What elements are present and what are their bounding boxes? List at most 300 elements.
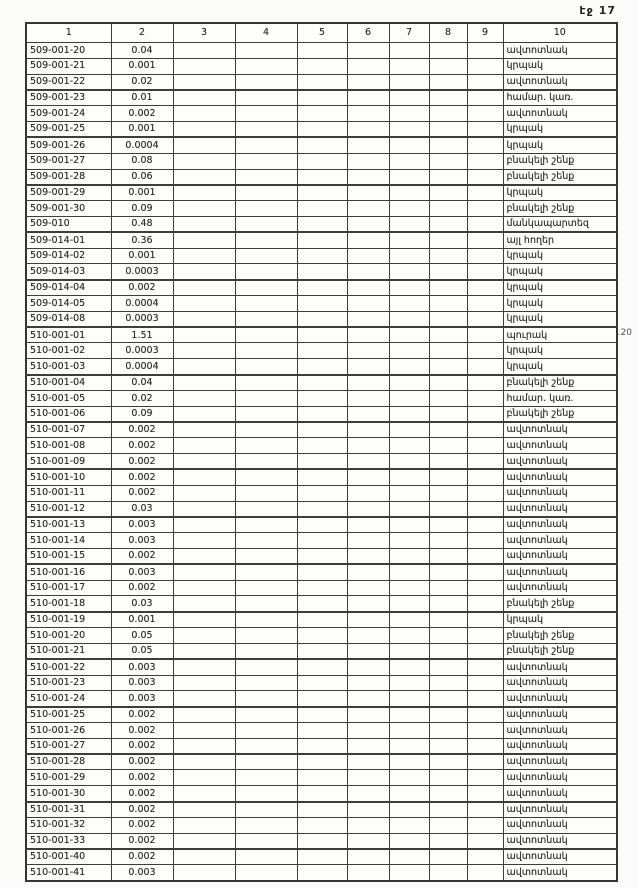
table-header bbox=[26, 23, 617, 43]
empty-cell bbox=[429, 106, 467, 122]
empty-cell bbox=[467, 849, 503, 865]
empty-cell bbox=[347, 106, 389, 122]
empty-cell bbox=[429, 802, 467, 818]
column-header-8: 8 bbox=[429, 23, 467, 43]
table-row bbox=[26, 280, 617, 296]
empty-cell bbox=[297, 738, 347, 754]
parcel-code-cell: 509-001-26 bbox=[26, 137, 111, 153]
area-value-cell: 0.002 bbox=[111, 833, 173, 849]
empty-cell bbox=[297, 422, 347, 438]
land-use-name-cell: այլ հողեր bbox=[503, 232, 617, 248]
empty-cell bbox=[297, 122, 347, 138]
area-value-cell: 0.05 bbox=[111, 628, 173, 644]
empty-cell bbox=[389, 549, 429, 565]
empty-cell bbox=[235, 485, 297, 501]
empty-cell bbox=[429, 770, 467, 786]
empty-cell bbox=[467, 390, 503, 406]
empty-cell bbox=[389, 754, 429, 770]
parcel-code-cell: 509-001-21 bbox=[26, 58, 111, 74]
empty-cell bbox=[467, 169, 503, 185]
empty-cell bbox=[173, 248, 235, 264]
empty-cell bbox=[389, 122, 429, 138]
area-value-cell: 0.0004 bbox=[111, 359, 173, 375]
empty-cell bbox=[173, 90, 235, 106]
empty-cell bbox=[173, 169, 235, 185]
empty-cell bbox=[467, 643, 503, 659]
area-value-cell: 0.002 bbox=[111, 580, 173, 596]
area-value-cell: 0.002 bbox=[111, 786, 173, 802]
area-value-cell: 0.002 bbox=[111, 754, 173, 770]
column-header-4: 4 bbox=[235, 23, 297, 43]
area-value-cell: 0.03 bbox=[111, 596, 173, 612]
empty-cell bbox=[235, 817, 297, 833]
column-header-3: 3 bbox=[173, 23, 235, 43]
table-row bbox=[26, 754, 617, 770]
land-use-name-cell: ավտոտնակ bbox=[503, 707, 617, 723]
empty-cell bbox=[347, 359, 389, 375]
area-value-cell: 0.001 bbox=[111, 185, 173, 201]
empty-cell bbox=[467, 201, 503, 217]
empty-cell bbox=[389, 770, 429, 786]
page-number: էջ 17 bbox=[579, 4, 616, 17]
table-row bbox=[26, 216, 617, 232]
land-use-name-cell: ավտոտնակ bbox=[503, 786, 617, 802]
empty-cell bbox=[235, 201, 297, 217]
empty-cell bbox=[347, 280, 389, 296]
parcel-code-cell: 510-001-40 bbox=[26, 849, 111, 865]
empty-cell bbox=[347, 485, 389, 501]
area-value-cell: 0.002 bbox=[111, 722, 173, 738]
parcel-code-cell: 509-014-08 bbox=[26, 311, 111, 327]
empty-cell bbox=[173, 549, 235, 565]
empty-cell bbox=[347, 327, 389, 343]
empty-cell bbox=[347, 74, 389, 90]
empty-cell bbox=[389, 454, 429, 470]
empty-cell bbox=[347, 248, 389, 264]
parcel-code-cell: 510-001-28 bbox=[26, 754, 111, 770]
empty-cell bbox=[429, 707, 467, 723]
empty-cell bbox=[429, 43, 467, 59]
empty-cell bbox=[467, 628, 503, 644]
empty-cell bbox=[389, 786, 429, 802]
parcel-code-cell: 510-001-10 bbox=[26, 469, 111, 485]
empty-cell bbox=[429, 612, 467, 628]
land-use-name-cell: ավտոտնակ bbox=[503, 770, 617, 786]
empty-cell bbox=[347, 137, 389, 153]
area-value-cell: 0.001 bbox=[111, 612, 173, 628]
empty-cell bbox=[467, 106, 503, 122]
empty-cell bbox=[235, 359, 297, 375]
empty-cell bbox=[389, 390, 429, 406]
parcel-code-cell: 510-001-05 bbox=[26, 390, 111, 406]
empty-cell bbox=[347, 406, 389, 422]
table-row bbox=[26, 643, 617, 659]
table-row bbox=[26, 311, 617, 327]
land-use-name-cell: ավտոտնակ bbox=[503, 833, 617, 849]
empty-cell bbox=[173, 659, 235, 675]
empty-cell bbox=[347, 296, 389, 312]
land-use-name-cell: բնակելի շենք bbox=[503, 201, 617, 217]
empty-cell bbox=[173, 722, 235, 738]
empty-cell bbox=[389, 833, 429, 849]
empty-cell bbox=[235, 390, 297, 406]
empty-cell bbox=[173, 232, 235, 248]
empty-cell bbox=[297, 770, 347, 786]
empty-cell bbox=[429, 406, 467, 422]
table-row bbox=[26, 406, 617, 422]
table-row bbox=[26, 296, 617, 312]
table-row bbox=[26, 90, 617, 106]
empty-cell bbox=[389, 533, 429, 549]
empty-cell bbox=[347, 802, 389, 818]
empty-cell bbox=[235, 707, 297, 723]
parcel-code-cell: 510-001-09 bbox=[26, 454, 111, 470]
land-use-name-cell: ավտոտնակ bbox=[503, 817, 617, 833]
empty-cell bbox=[347, 169, 389, 185]
empty-cell bbox=[389, 596, 429, 612]
table-row bbox=[26, 612, 617, 628]
empty-cell bbox=[173, 533, 235, 549]
empty-cell bbox=[173, 422, 235, 438]
table-row bbox=[26, 738, 617, 754]
table-row bbox=[26, 43, 617, 59]
empty-cell bbox=[173, 817, 235, 833]
table-row bbox=[26, 375, 617, 391]
empty-cell bbox=[297, 549, 347, 565]
area-value-cell: 0.09 bbox=[111, 406, 173, 422]
empty-cell bbox=[173, 264, 235, 280]
area-value-cell: 0.08 bbox=[111, 153, 173, 169]
area-value-cell: 0.0004 bbox=[111, 137, 173, 153]
area-value-cell: 0.002 bbox=[111, 106, 173, 122]
area-value-cell: 0.48 bbox=[111, 216, 173, 232]
empty-cell bbox=[297, 90, 347, 106]
empty-cell bbox=[235, 564, 297, 580]
empty-cell bbox=[235, 833, 297, 849]
empty-cell bbox=[235, 74, 297, 90]
area-value-cell: 0.001 bbox=[111, 122, 173, 138]
area-value-cell: 0.06 bbox=[111, 169, 173, 185]
parcel-code-cell: 510-001-07 bbox=[26, 422, 111, 438]
empty-cell bbox=[297, 58, 347, 74]
empty-cell bbox=[429, 137, 467, 153]
empty-cell bbox=[389, 438, 429, 454]
empty-cell bbox=[429, 422, 467, 438]
empty-cell bbox=[173, 153, 235, 169]
parcel-code-cell: 509-001-20 bbox=[26, 43, 111, 59]
land-use-name-cell: ավտոտնակ bbox=[503, 438, 617, 454]
parcel-code-cell: 509-001-23 bbox=[26, 90, 111, 106]
empty-cell bbox=[235, 153, 297, 169]
empty-cell bbox=[347, 201, 389, 217]
parcel-code-cell: 510-001-41 bbox=[26, 865, 111, 881]
land-use-name-cell: ավտոտնակ bbox=[503, 106, 617, 122]
empty-cell bbox=[467, 659, 503, 675]
empty-cell bbox=[467, 770, 503, 786]
area-value-cell: 0.002 bbox=[111, 454, 173, 470]
land-use-name-cell: ավտոտնակ bbox=[503, 675, 617, 691]
land-use-name-cell: կրպակ bbox=[503, 122, 617, 138]
parcel-code-cell: 510-001-03 bbox=[26, 359, 111, 375]
empty-cell bbox=[235, 786, 297, 802]
empty-cell bbox=[297, 786, 347, 802]
empty-cell bbox=[389, 707, 429, 723]
empty-cell bbox=[297, 454, 347, 470]
land-use-name-cell: ավտոտնակ bbox=[503, 469, 617, 485]
empty-cell bbox=[297, 469, 347, 485]
empty-cell bbox=[235, 469, 297, 485]
empty-cell bbox=[235, 343, 297, 359]
empty-cell bbox=[173, 564, 235, 580]
empty-cell bbox=[429, 533, 467, 549]
empty-cell bbox=[389, 675, 429, 691]
empty-cell bbox=[467, 817, 503, 833]
empty-cell bbox=[467, 406, 503, 422]
empty-cell bbox=[347, 754, 389, 770]
parcel-code-cell: 510-001-31 bbox=[26, 802, 111, 818]
empty-cell bbox=[173, 58, 235, 74]
empty-cell bbox=[235, 612, 297, 628]
empty-cell bbox=[429, 248, 467, 264]
parcel-code-cell: 509-014-03 bbox=[26, 264, 111, 280]
empty-cell bbox=[297, 754, 347, 770]
table-row bbox=[26, 501, 617, 517]
area-value-cell: 0.002 bbox=[111, 707, 173, 723]
empty-cell bbox=[347, 833, 389, 849]
empty-cell bbox=[235, 375, 297, 391]
area-value-cell: 0.002 bbox=[111, 770, 173, 786]
empty-cell bbox=[389, 738, 429, 754]
empty-cell bbox=[467, 691, 503, 707]
table-row bbox=[26, 596, 617, 612]
empty-cell bbox=[173, 612, 235, 628]
empty-cell bbox=[235, 501, 297, 517]
empty-cell bbox=[429, 216, 467, 232]
empty-cell bbox=[235, 454, 297, 470]
empty-cell bbox=[297, 327, 347, 343]
empty-cell bbox=[235, 58, 297, 74]
empty-cell bbox=[429, 359, 467, 375]
empty-cell bbox=[173, 786, 235, 802]
land-use-name-cell: համար. կառ. bbox=[503, 90, 617, 106]
empty-cell bbox=[297, 359, 347, 375]
empty-cell bbox=[173, 691, 235, 707]
empty-cell bbox=[467, 596, 503, 612]
area-value-cell: 0.002 bbox=[111, 549, 173, 565]
empty-cell bbox=[467, 438, 503, 454]
land-use-name-cell: կրպակ bbox=[503, 296, 617, 312]
area-value-cell: 0.0004 bbox=[111, 296, 173, 312]
empty-cell bbox=[173, 517, 235, 533]
land-use-name-cell: ավտոտնակ bbox=[503, 738, 617, 754]
empty-cell bbox=[297, 849, 347, 865]
empty-cell bbox=[235, 232, 297, 248]
empty-cell bbox=[347, 375, 389, 391]
table-body bbox=[26, 43, 617, 882]
parcel-code-cell: 509-001-27 bbox=[26, 153, 111, 169]
land-use-name-cell: ավտոտնակ bbox=[503, 422, 617, 438]
area-value-cell: 1.51 bbox=[111, 327, 173, 343]
empty-cell bbox=[297, 185, 347, 201]
area-value-cell: 0.0003 bbox=[111, 264, 173, 280]
table-row bbox=[26, 691, 617, 707]
empty-cell bbox=[297, 201, 347, 217]
land-use-name-cell: կրպակ bbox=[503, 280, 617, 296]
empty-cell bbox=[347, 311, 389, 327]
empty-cell bbox=[173, 802, 235, 818]
empty-cell bbox=[297, 659, 347, 675]
empty-cell bbox=[467, 675, 503, 691]
parcel-code-cell: 510-001-29 bbox=[26, 770, 111, 786]
empty-cell bbox=[389, 43, 429, 59]
area-value-cell: 0.002 bbox=[111, 485, 173, 501]
empty-cell bbox=[297, 74, 347, 90]
parcel-code-cell: 510-001-13 bbox=[26, 517, 111, 533]
empty-cell bbox=[235, 865, 297, 881]
empty-cell bbox=[235, 106, 297, 122]
empty-cell bbox=[173, 754, 235, 770]
area-value-cell: 0.003 bbox=[111, 564, 173, 580]
empty-cell bbox=[173, 185, 235, 201]
empty-cell bbox=[173, 406, 235, 422]
empty-cell bbox=[389, 201, 429, 217]
empty-cell bbox=[297, 153, 347, 169]
table-row bbox=[26, 517, 617, 533]
empty-cell bbox=[347, 786, 389, 802]
empty-cell bbox=[347, 580, 389, 596]
table-row bbox=[26, 422, 617, 438]
parcel-code-cell: 510-001-26 bbox=[26, 722, 111, 738]
land-use-name-cell: ավտոտնակ bbox=[503, 517, 617, 533]
land-use-name-cell: բնակելի շենք bbox=[503, 406, 617, 422]
empty-cell bbox=[297, 596, 347, 612]
land-use-name-cell: ավտոտնակ bbox=[503, 501, 617, 517]
empty-cell bbox=[467, 58, 503, 74]
empty-cell bbox=[347, 501, 389, 517]
empty-cell bbox=[389, 280, 429, 296]
empty-cell bbox=[235, 802, 297, 818]
parcel-code-cell: 510-001-01 bbox=[26, 327, 111, 343]
empty-cell bbox=[173, 675, 235, 691]
parcel-code-cell: 509-001-28 bbox=[26, 169, 111, 185]
area-value-cell: 0.0003 bbox=[111, 311, 173, 327]
empty-cell bbox=[347, 738, 389, 754]
table-row bbox=[26, 549, 617, 565]
parcel-code-cell: 510-001-21 bbox=[26, 643, 111, 659]
parcel-code-cell: 510-001-04 bbox=[26, 375, 111, 391]
parcel-code-cell: 510-001-08 bbox=[26, 438, 111, 454]
empty-cell bbox=[389, 343, 429, 359]
empty-cell bbox=[173, 106, 235, 122]
empty-cell bbox=[467, 248, 503, 264]
parcel-code-cell: 510-001-18 bbox=[26, 596, 111, 612]
empty-cell bbox=[173, 375, 235, 391]
empty-cell bbox=[389, 469, 429, 485]
empty-cell bbox=[347, 264, 389, 280]
empty-cell bbox=[347, 691, 389, 707]
parcel-code-cell: 510-001-02 bbox=[26, 343, 111, 359]
empty-cell bbox=[389, 359, 429, 375]
table-row bbox=[26, 343, 617, 359]
table-row bbox=[26, 359, 617, 375]
area-value-cell: 0.09 bbox=[111, 201, 173, 217]
empty-cell bbox=[173, 327, 235, 343]
empty-cell bbox=[467, 564, 503, 580]
land-use-name-cell: բնակելի շենք bbox=[503, 628, 617, 644]
empty-cell bbox=[389, 264, 429, 280]
table-row bbox=[26, 485, 617, 501]
empty-cell bbox=[347, 58, 389, 74]
empty-cell bbox=[297, 280, 347, 296]
empty-cell bbox=[467, 722, 503, 738]
empty-cell bbox=[173, 74, 235, 90]
empty-cell bbox=[389, 169, 429, 185]
land-use-name-cell: ավտոտնակ bbox=[503, 802, 617, 818]
table-row bbox=[26, 802, 617, 818]
empty-cell bbox=[389, 643, 429, 659]
land-use-name-cell: ավտոտնակ bbox=[503, 691, 617, 707]
land-use-name-cell: բնակելի շենք bbox=[503, 596, 617, 612]
empty-cell bbox=[297, 707, 347, 723]
parcel-code-cell: 510-001-23 bbox=[26, 675, 111, 691]
empty-cell bbox=[347, 438, 389, 454]
empty-cell bbox=[235, 659, 297, 675]
table-row bbox=[26, 533, 617, 549]
parcel-code-cell: 510-001-25 bbox=[26, 707, 111, 723]
empty-cell bbox=[347, 659, 389, 675]
empty-cell bbox=[235, 185, 297, 201]
empty-cell bbox=[467, 43, 503, 59]
empty-cell bbox=[389, 137, 429, 153]
table-row bbox=[26, 659, 617, 675]
empty-cell bbox=[467, 264, 503, 280]
area-value-cell: 0.04 bbox=[111, 43, 173, 59]
empty-cell bbox=[235, 327, 297, 343]
empty-cell bbox=[429, 327, 467, 343]
cadastre-table bbox=[25, 22, 618, 882]
empty-cell bbox=[429, 469, 467, 485]
empty-cell bbox=[389, 311, 429, 327]
empty-cell bbox=[235, 533, 297, 549]
empty-cell bbox=[235, 216, 297, 232]
empty-cell bbox=[467, 501, 503, 517]
empty-cell bbox=[389, 628, 429, 644]
empty-cell bbox=[347, 612, 389, 628]
land-use-name-cell: կրպակ bbox=[503, 137, 617, 153]
area-value-cell: 0.002 bbox=[111, 817, 173, 833]
empty-cell bbox=[297, 232, 347, 248]
empty-cell bbox=[467, 517, 503, 533]
empty-cell bbox=[389, 216, 429, 232]
empty-cell bbox=[297, 817, 347, 833]
empty-cell bbox=[173, 643, 235, 659]
empty-cell bbox=[173, 628, 235, 644]
empty-cell bbox=[389, 296, 429, 312]
area-value-cell: 0.002 bbox=[111, 802, 173, 818]
empty-cell bbox=[297, 517, 347, 533]
empty-cell bbox=[173, 596, 235, 612]
empty-cell bbox=[389, 422, 429, 438]
empty-cell bbox=[347, 849, 389, 865]
empty-cell bbox=[429, 564, 467, 580]
area-value-cell: 0.003 bbox=[111, 533, 173, 549]
empty-cell bbox=[173, 43, 235, 59]
empty-cell bbox=[347, 153, 389, 169]
land-use-name-cell: ավտոտնակ bbox=[503, 43, 617, 59]
empty-cell bbox=[467, 153, 503, 169]
empty-cell bbox=[467, 549, 503, 565]
table-row bbox=[26, 390, 617, 406]
